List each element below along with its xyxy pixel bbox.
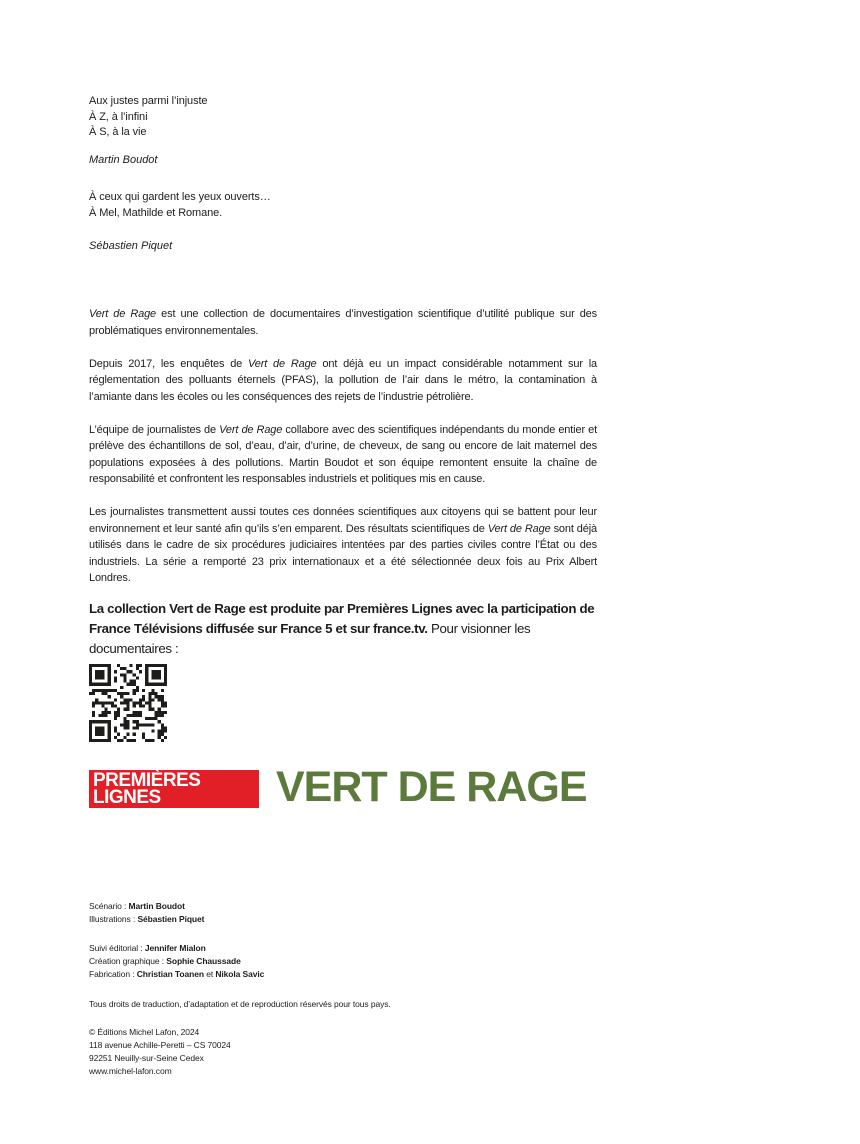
website-link[interactable]: www.michel-lafon.com (89, 1066, 172, 1076)
dedication-sebastien (89, 190, 271, 221)
credit-line: Fabrication : Christian Toanen et Nikola Savic (89, 969, 265, 979)
series-name: Vert de Rage (487, 522, 551, 535)
dedication-line: À Mel, Mathilde et Romane. (89, 206, 223, 219)
logo-text: PREMIÈRES (93, 770, 201, 791)
series-name: Vert de Rage (248, 357, 317, 370)
credit-line: Scénario : Martin Boudot (89, 901, 185, 911)
credit-line: Suivi éditorial : Jennifer Mialon (89, 943, 206, 953)
dedication-line: À Z, à l’infini (89, 110, 148, 123)
publisher-info: © Éditions Michel Lafon, 2024 118 avenue Achille-Peretti – CS 70024 92251 Neuilly-sur-Seine Cedex www.michel-lafon.com (89, 1027, 231, 1076)
series-name: Vert de Rage (89, 308, 157, 320)
signature-sebastien: Sébastien Piquet (89, 240, 173, 252)
paragraph: Les journalistes transmettent aussi toutes ces données scientifiques aux citoyens qui se battent pour leur environnement et leur santé afin qu’ils s’en emparent. Des résultats scientifiques de Vert de Rage sont déjà utilisés dans le cadre de six procédures judiciaires intentées par des parties civiles contre l’État ou des industriels. La série a remporté 23 prix internationaux et a été sélectionnée deux fois au Prix Albert Londres. (89, 506, 597, 584)
signature-martin: Martin Boudot (89, 154, 158, 166)
credit-line: Illustrations : Sébastien Piquet (89, 914, 205, 924)
dedication-line: Aux justes parmi l’injuste (89, 95, 208, 107)
series-description (89, 306, 597, 603)
credits-production (89, 942, 264, 981)
credit-line: Création graphique : Sophie Chaussade (89, 956, 241, 966)
premieres-lignes-logo (89, 770, 259, 808)
qr-code-icon[interactable] (89, 664, 167, 742)
logo-text: LIGNES (93, 787, 161, 808)
paragraph: Depuis 2017, les enquêtes de Vert de Rage ont déjà eu un impact considérable notamment sur la réglementation des polluants éternels (PFAS), la pollution de l’air dans le métro, la contamination à l’amiante dans les écoles ou les conséquences des rejets de l’industrie pétrolière. (89, 357, 597, 403)
dedication-martin (89, 94, 207, 141)
paragraph: Vert de Rage est une collection de documentaires d’investigation scientifique d’utilité publique sur des problématiques environnementales. (89, 308, 597, 337)
dedication-line: À ceux qui gardent les yeux ouverts… (89, 191, 271, 203)
series-name: Vert de Rage (219, 423, 283, 436)
dedication-line: À S, à la vie (89, 126, 147, 138)
paragraph: L’équipe de journalistes de Vert de Rage collabore avec des scientifiques indépendants du monde entier et prélève des échantillons de sol, d’eau, d’air, d’urine, de cheveux, de sang ou encore de lait maternel des populations exposées à des pollutions. Martin Boudot et son équipe remontent ensuite la chaîne de responsabilité et confrontent les responsables industriels et politiques mis en cause. (89, 423, 597, 485)
vert-de-rage-logo: VERT DE RAGE (276, 763, 587, 811)
production-statement: La collection Vert de Rage est produite par Premières Lignes avec la participation de France Télévisions diffusée sur France 5 et sur france.tv. Pour visionner les documentaires : (89, 601, 595, 656)
rights-notice: Tous droits de traduction, d’adaptation et de reproduction réservés pour tous pays. (89, 999, 391, 1009)
credits-authors (89, 900, 204, 926)
